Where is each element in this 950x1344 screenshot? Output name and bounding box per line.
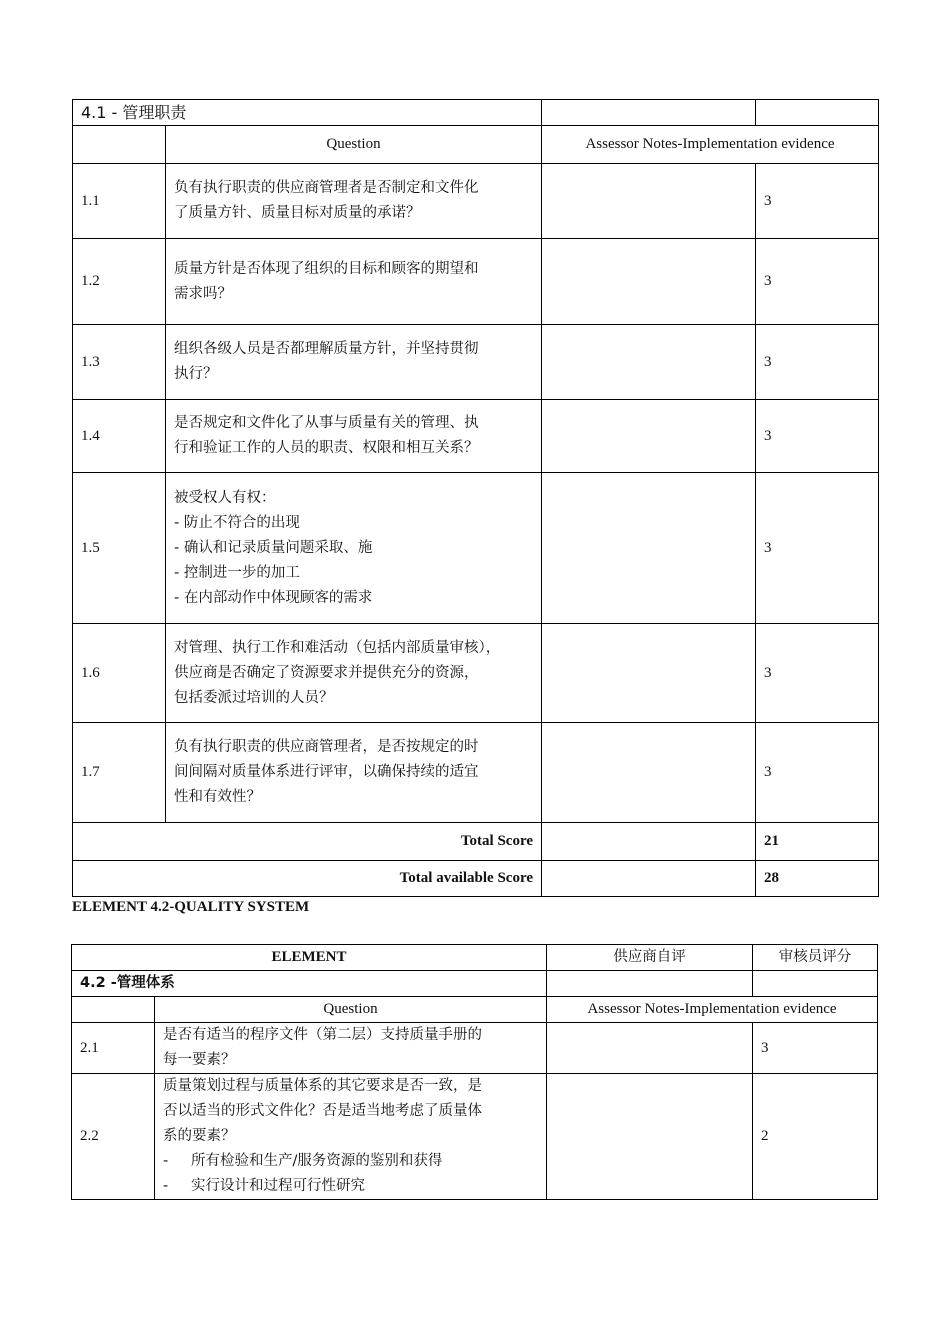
auditor-header: 审核员评分 [753, 945, 878, 971]
quality-system-table [71, 944, 878, 1200]
available-score-value: 28 [756, 861, 879, 897]
evidence-cell [547, 1074, 753, 1200]
evidence-cell [542, 239, 756, 325]
empty-cell [73, 126, 166, 164]
total-score-value: 21 [756, 823, 879, 861]
empty-cell [72, 997, 155, 1023]
evidence-cell [542, 624, 756, 723]
total-score-label: Total Score [73, 823, 542, 861]
self-eval-header: 供应商自评 [547, 945, 753, 971]
question-text: 负有执行职责的供应商管理者是否制定和文件化 了质量方针、质量目标对质量的承诺？ [166, 164, 542, 239]
score-cell: 3 [756, 325, 879, 400]
notes-header: Assessor Notes-Implementation evidence [547, 997, 878, 1023]
section-title: 4.1 - 管理职责 [73, 100, 542, 126]
row-number: 1.4 [73, 400, 166, 473]
row-number: 1.1 [73, 164, 166, 239]
score-cell: 2 [753, 1074, 878, 1200]
question-header: Question [155, 997, 547, 1023]
question-text: 质量方针是否体现了组织的目标和顾客的期望和 需求吗？ [166, 239, 542, 325]
empty-cell [547, 971, 753, 997]
question-text: 是否规定和文件化了从事与质量有关的管理、执 行和验证工作的人员的职责、权限和相互关系？ [166, 400, 542, 473]
evidence-cell [542, 473, 756, 624]
empty-cell [756, 100, 879, 126]
score-cell: 3 [753, 1023, 878, 1074]
score-cell: 3 [756, 400, 879, 473]
row-number: 2.2 [72, 1074, 155, 1200]
score-cell: 3 [756, 723, 879, 823]
empty-cell [542, 100, 756, 126]
question-text: 是否有适当的程序文件（第二层）支持质量手册的 每一要素？ [155, 1023, 547, 1074]
evidence-cell [542, 325, 756, 400]
evidence-cell [542, 164, 756, 239]
evidence-cell [547, 1023, 753, 1074]
row-number: 1.5 [73, 473, 166, 624]
empty-cell [542, 861, 756, 897]
notes-header: Assessor Notes-Implementation evidence [542, 126, 879, 164]
evidence-cell [542, 723, 756, 823]
row-number: 1.7 [73, 723, 166, 823]
score-cell: 3 [756, 239, 879, 325]
empty-cell [753, 971, 878, 997]
row-number: 2.1 [72, 1023, 155, 1074]
question-header: Question [166, 126, 542, 164]
question-text: 组织各级人员是否都理解质量方针，并坚持贯彻 执行？ [166, 325, 542, 400]
question-text: 被受权人有权： - 防止不符合的出现 - 确认和记录质量问题采取、施 - 控制进一步的加工 - 在内部动作中体现顾客的需求 [166, 473, 542, 624]
row-number: 1.3 [73, 325, 166, 400]
management-responsibility-table [72, 99, 879, 897]
section-subtitle: 4.2 -管理体系 [72, 971, 547, 997]
score-cell: 3 [756, 473, 879, 624]
score-cell: 3 [756, 164, 879, 239]
score-cell: 3 [756, 624, 879, 723]
element-header: ELEMENT [72, 945, 547, 971]
row-number: 1.2 [73, 239, 166, 325]
row-number: 1.6 [73, 624, 166, 723]
question-text: 对管理、执行工作和难活动（包括内部质量审核）， 供应商是否确定了资源要求并提供充分的资源， 包括委派过培训的人员？ [166, 624, 542, 723]
question-text: 质量策划过程与质量体系的其它要求是否一致，是 否以适当的形式文件化？否是适当地考虑了质量体 系的要素？ - 所有检验和生产/服务资源的鉴别和获得 - 实行设计和过程可行性研究 [155, 1074, 547, 1200]
section-heading: ELEMENT 4.2-QUALITY SYSTEM [72, 899, 310, 915]
empty-cell [542, 823, 756, 861]
available-score-label: Total available Score [73, 861, 542, 897]
evidence-cell [542, 400, 756, 473]
question-text: 负有执行职责的供应商管理者，是否按规定的时 间间隔对质量体系进行评审，以确保持续的适宜 性和有效性？ [166, 723, 542, 823]
